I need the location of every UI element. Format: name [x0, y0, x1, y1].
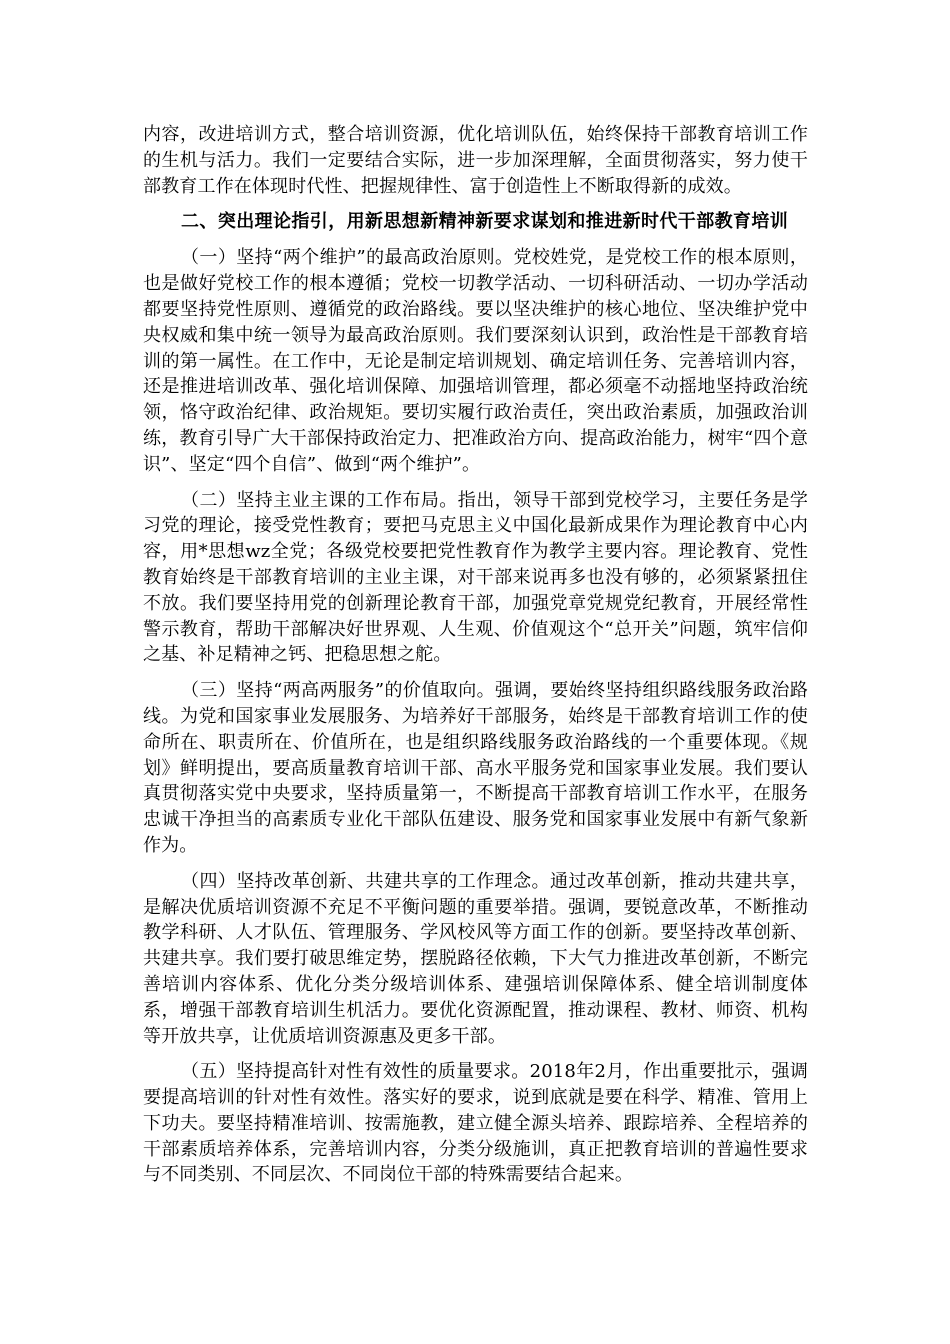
section-heading: 二、突出理论指引，用新思想新精神新要求谋划和推进新时代干部教育培训 — [181, 211, 789, 233]
paragraph-principle-5: （五）坚持提高针对性有效性的质量要求。2018年2月，作出重要批示，强调要提高培训的针对性有效性。落实好的要求，说到底就是要在科学、精准、管用上下功夫。要坚持精准培训、按需施教，建立健全源头培养、跟踪培养、全程培养的干部素质培养体系，完善培训内容，分类分级施训，真正把教育培训的普遍性要求与不同类别、不同层次、不同岗位干部的特殊需要结合起来。 — [143, 1061, 808, 1186]
document-body — [143, 122, 808, 1188]
paragraph-principle-1: （一）坚持“两个维护”的最高政治原则。党校姓党，是党校工作的根本原则，也是做好党校工作的根本遵循；党校一切教学活动、一切科研活动、一切办学活动都要坚持党性原则、遵循党的政治路线。要以坚决维护的核心地位、坚决维护党中央权威和集中统一领导为最高政治原则。我们要深刻认识到，政治性是干部教育培训的第一属性。在工作中，无论是制定培训规划、确定培训任务、完善培训内容，还是推进培训改革、强化培训保障、加强培训管理，都必须毫不动摇地坚持政治统领，恪守政治纪律、政治规矩。要切实履行政治责任，突出政治素质，加强政治训练，教育引导广大干部保持政治定力、把准政治方向、提高政治能力，树牢“四个意识”、坚定“四个自信”、做到“两个维护”。 — [143, 247, 808, 475]
paragraph-principle-3: （三）坚持“两高两服务”的价值取向。强调，要始终坚持组织路线服务政治路线。为党和国家事业发展服务、为培养好干部服务，始终是干部教育培训工作的使命所在、职责所在、价值所在，也是组织路线服务政治路线的一个重要体现。《规划》鲜明提出，要高质量教育培训干部、高水平服务党和国家事业发展。我们要认真贯彻落实党中央要求，坚持质量第一，不断提高干部教育培训工作水平，在服务忠诚干净担当的高素质专业化干部队伍建设、服务党和国家事业发展中有新气象新作为。 — [143, 680, 808, 856]
intro-paragraph: 内容，改进培训方式，整合培训资源，优化培训队伍，始终保持干部教育培训工作的生机与活力。我们一定要结合实际，进一步加深理解，全面贯彻落实，努力使干部教育工作在体现时代性、把握规律性、富于创造性上不断取得新的成效。 — [143, 124, 808, 197]
paragraph-principle-2: （二）坚持主业主课的工作布局。指出，领导干部到党校学习，主要任务是学习党的理论，接受党性教育；要把马克思主义中国化最新成果作为理论教育中心内容，用*思想wz全党；各级党校要把党性教育作为教学主要内容。理论教育、党性教育始终是干部教育培训的主业主课，对干部来说再多也没有够的，必须紧紧扭住不放。我们要坚持用党的创新理论教育干部，加强党章党规党纪教育，开展经常性警示教育，帮助干部解决好世界观、人生观、价值观这个“总开关”问题，筑牢信仰之基、补足精神之钙、把稳思想之舵。 — [143, 489, 808, 666]
paragraph-principle-4: （四）坚持改革创新、共建共享的工作理念。通过改革创新，推动共建共享，是解决优质培训资源不充足不平衡问题的重要举措。强调，要锐意改革，不断推动教学科研、人才队伍、管理服务、学风校风等方面工作的创新。要坚持改革创新、共建共享。我们要打破思维定势，摆脱路径依赖，下大气力推进改革创新，不断完善培训内容体系、优化分类分级培训体系、建强培训保障体系、健全培训制度体系，增强干部教育培训生机活力。要优化资源配置，推动课程、教材、师资、机构等开放共享，让优质培训资源惠及更多干部。 — [143, 870, 808, 1047]
